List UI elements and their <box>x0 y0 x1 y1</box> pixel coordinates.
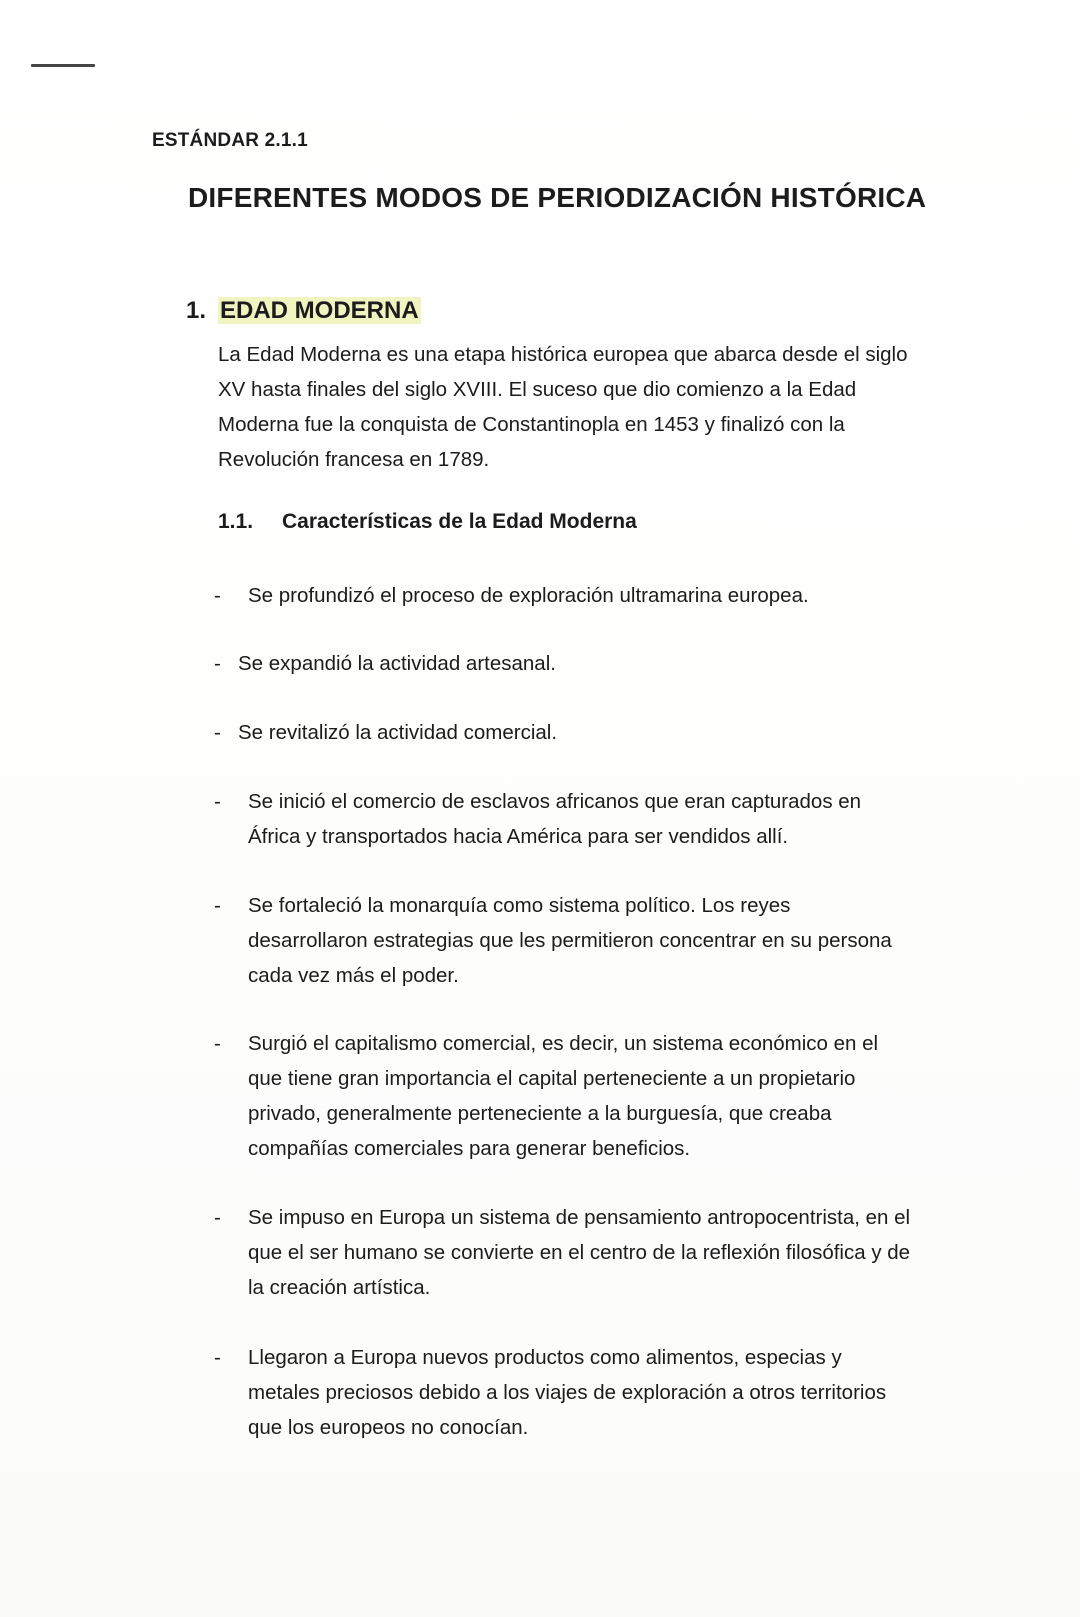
bullet-marker: - <box>214 721 221 744</box>
bullet-marker: - <box>214 1346 221 1369</box>
subsection-number: 1.1. <box>218 510 254 533</box>
list-item-text: Se inició el comercio de esclavos africanos que eran capturados en África y transportados hacia América para ser vendidos allí. <box>248 790 862 848</box>
section-intro-paragraph: La Edad Moderna es una etapa histórica europea que abarca desde el siglo XV hasta finales del siglo XVIII. El suceso que dio comienzo a la Edad Moderna fue la conquista de Constantinopla en 1453 y finalizó con la Revolución francesa en 1789. <box>218 343 908 471</box>
bullet-marker: - <box>214 584 221 607</box>
page-title: DIFERENTES MODOS DE PERIODIZACIÓN HISTÓRICA <box>188 182 927 213</box>
list-item-text: Se expandió la actividad artesanal. <box>238 652 556 675</box>
list-item <box>214 1026 914 1166</box>
list-item <box>214 578 914 613</box>
list-item <box>214 1200 914 1305</box>
section-heading <box>186 297 421 325</box>
corner-mark <box>31 64 95 67</box>
bullet-marker: - <box>214 894 221 917</box>
bullet-marker: - <box>214 1032 221 1055</box>
list-item <box>214 715 914 750</box>
subsection-heading <box>218 510 637 534</box>
list-item-text: Se profundizó el proceso de exploración ultramarina europea. <box>248 584 809 607</box>
list-item <box>214 888 914 993</box>
list-item-text: Se revitalizó la actividad comercial. <box>238 721 558 744</box>
standard-label: ESTÁNDAR 2.1.1 <box>152 130 308 151</box>
list-item <box>214 1340 914 1445</box>
list-item-text: Se fortaleció la monarquía como sistema político. Los reyes desarrollaron estrategias que les permitieron concentrar en su persona cada vez más el poder. <box>248 894 892 987</box>
bullet-marker: - <box>214 790 221 813</box>
list-item-text: Se impuso en Europa un sistema de pensamiento antropocentrista, en el que el ser humano se convierte en el centro de la reflexión filosófica y de la creación artística. <box>248 1206 911 1299</box>
subsection-title: Características de la Edad Moderna <box>282 510 637 533</box>
list-item <box>214 646 914 681</box>
section-number: 1. <box>186 297 207 324</box>
list-item <box>214 784 914 854</box>
list-item-text: Llegaron a Europa nuevos productos como alimentos, especias y metales preciosos debido a los viajes de exploración a otros territorios que los europeos no conocían. <box>248 1346 887 1439</box>
bullet-marker: - <box>214 1206 221 1229</box>
list-item-text: Surgió el capitalismo comercial, es decir, un sistema económico en el que tiene gran importancia el capital perteneciente a un propietario privado, generalmente perteneciente a la burguesía, que creaba compañías comerciales para generar beneficios. <box>248 1032 879 1160</box>
bullet-marker: - <box>214 652 221 675</box>
section-title: EDAD MODERNA <box>220 297 419 324</box>
